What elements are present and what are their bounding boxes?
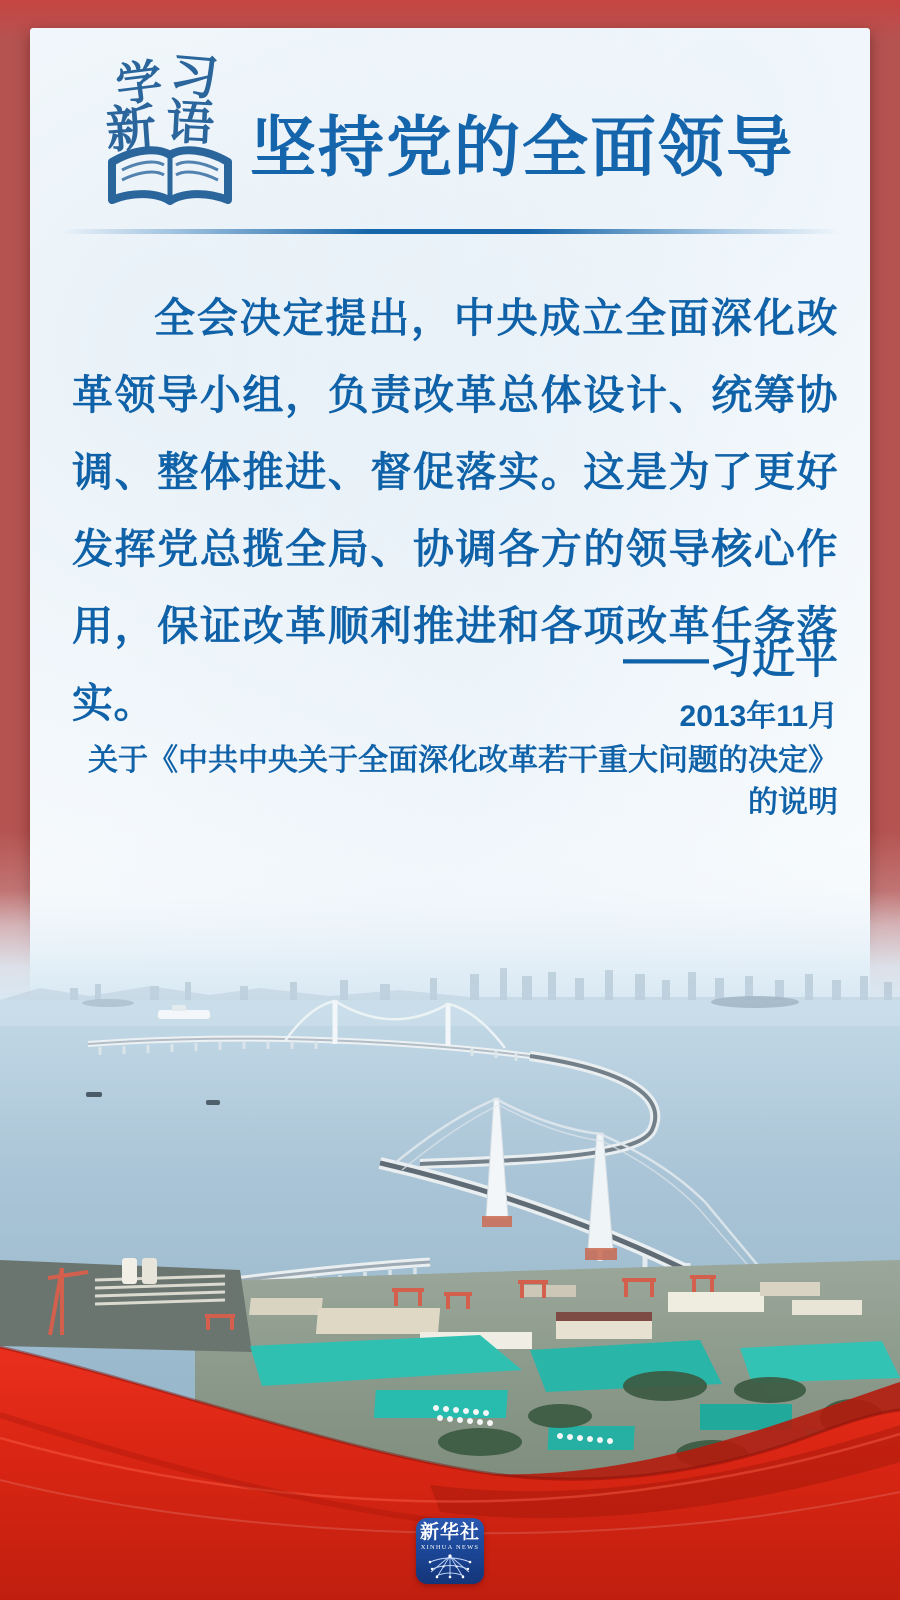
- xinhua-app-icon: [416, 1518, 484, 1584]
- xinhua-name-en: XINHUA NEWS: [420, 1544, 480, 1551]
- open-book-icon: [104, 146, 236, 212]
- attribution-block: [72, 630, 838, 824]
- xinhua-globe-network-icon: [427, 1553, 473, 1579]
- attribution-author: ——习近平: [623, 635, 838, 683]
- attribution-date: 2013年11月: [679, 700, 838, 733]
- page-title: 坚持党的全面领导: [250, 109, 794, 184]
- brand-char-xi: 习: [167, 49, 221, 106]
- attribution-source-suffix: 的说明: [748, 786, 838, 819]
- sky: [0, 830, 900, 1002]
- brand-char-yu: 语: [164, 95, 216, 152]
- brand-char-xin: 新: [104, 99, 158, 159]
- quote-text: 全会决定提出，中央成立全面深化改革领导小组，负责改革总体设计、统筹协调、整体推进、督促落实。这是为了更好发挥党总揽全局、协调各方的领导核心作用，保证改革顺利推进和各项改革任务落实。: [72, 295, 838, 726]
- attribution-source: 关于《中共中央关于全面深化改革若干重大问题的决定》: [88, 744, 838, 777]
- brand-logo: [104, 49, 238, 212]
- brand-char-xue: 学: [113, 54, 165, 112]
- xinhua-name-cn: 新华社: [419, 1522, 480, 1543]
- divider-line: [60, 229, 840, 234]
